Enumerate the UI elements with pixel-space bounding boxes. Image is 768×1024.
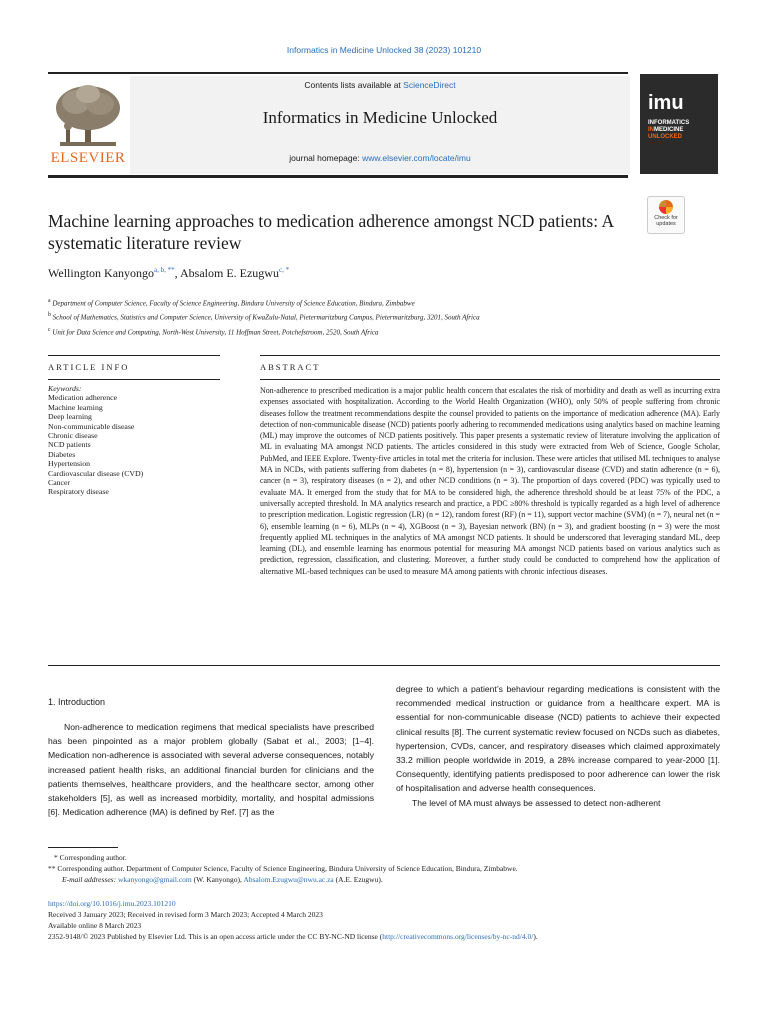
- email-owner-1: (W. Kanyongo),: [191, 875, 244, 884]
- footnote-2: ** Corresponding author. Department of Computer Science, Faculty of Science Engineering, Bindura University of Science Education, Bindura, Zimbabwe.: [48, 864, 518, 873]
- keyword: NCD patients: [48, 440, 91, 450]
- license-prefix: 2352-9148/© 2023 Published by Elsevier Ltd. This is an open access article under the CC BY-NC-ND license (: [48, 932, 383, 941]
- keyword: Hypertension: [48, 459, 91, 469]
- affiliation-c-sup: c: [48, 326, 51, 333]
- check-for-updates-label: Check for updates: [654, 215, 678, 227]
- affiliation-b-text: School of Mathematics, Statistics and Computer Science, University of KwaZulu-Natal, Pietermaritzburg Campus, Pietermaritzburg, 3201, South Africa: [52, 313, 480, 322]
- affiliation-c: [48, 324, 728, 338]
- intro-paragraph-1: Non-adherence to medication regimens that medical specialists have prescribed has been pinpointed as a major problem globally (Sabat et al., 2003; [1–4]. Medication non-adherence is associated with several adverse consequences, notably increased patient health risks, an additional financial burden for clinicians and the patients themselves, healthcare providers, and the healthcare sector, among other stakeholders [5], as well as increased morbidity, mortality, and hospital admissions [6]. Medication adherence (MA) is defined by Ref. [7] as the: [48, 722, 374, 818]
- author-2[interactable]: Absalom E. Ezugwu: [179, 266, 279, 280]
- homepage-prefix: journal homepage:: [289, 153, 363, 163]
- keyword: Machine learning: [48, 402, 103, 412]
- email-link-kanyongo[interactable]: wkanyongo@gmail.com: [117, 875, 192, 884]
- cover-logo: imu: [648, 92, 684, 114]
- keyword: Respiratory disease: [48, 487, 109, 497]
- abstract-top-rule: [260, 355, 720, 356]
- doi-link[interactable]: https://doi.org/10.1016/j.imu.2023.101210: [48, 899, 176, 908]
- affiliation-c-text: Unit for Data Science and Computing, North-West University, 11 Hoffman Street, Potchefstroom, 2520, South Africa: [52, 327, 379, 336]
- email-link-ezugwu[interactable]: Absalom.Ezugwu@nwu.ac.za: [243, 875, 334, 884]
- footnote-1: * Corresponding author.: [54, 853, 127, 862]
- author-separator: ,: [174, 266, 180, 280]
- abstract-heading: ABSTRACT: [260, 362, 321, 372]
- author-list: [48, 266, 289, 281]
- author-2-sup[interactable]: c, *: [278, 266, 290, 274]
- journal-title: Informatics in Medicine Unlocked: [262, 108, 498, 127]
- crossmark-icon: [659, 200, 673, 214]
- publication-info: [48, 898, 738, 942]
- intro-left-column: [48, 720, 374, 819]
- license-link[interactable]: http://creativecommons.org/licenses/by-nc-nd/4.0/: [382, 932, 534, 941]
- footnote-rule: [48, 847, 118, 848]
- affiliation-a-sup: a: [48, 298, 51, 304]
- affiliation-a-text: Department of Computer Science, Faculty of Science Engineering, Bindura University of Science Education, Bindura, Zimbabwe: [52, 299, 415, 308]
- article-title: Machine learning approaches to medication adherence amongst NCD patients: A systematic literature review: [48, 211, 614, 253]
- cover-line2-prefix: IN: [648, 127, 654, 133]
- info-mid-rule: [48, 379, 220, 380]
- keywords-label: Keywords:: [48, 384, 82, 393]
- keyword: Cancer: [48, 478, 71, 488]
- online-date: Available online 8 March 2023: [48, 921, 142, 930]
- author-1[interactable]: Wellington Kanyongo: [48, 266, 155, 280]
- license-suffix: ).: [533, 932, 538, 941]
- cover-title: [648, 120, 689, 141]
- author-1-sup[interactable]: a, b, **: [154, 266, 175, 274]
- abstract-text: Non-adherence to prescribed medication is a major public health concern that escalates the risk of morbidity and death as well as incurring extra expenses associated with hospitalization. According to the World Health Organization (WHO), only 50% of people suffering from chronic diseases follow the treatment recommendations despite the counsel provided to patients on the importance of medication adherence (MA). Early detection of non-communicable disease (NCD) patients poorly adhering to recommended medications using analytics based on machine learning (ML) may improve the outcomes of NCD patients positively. This paper presents a systematic review of literature involving the application of ML in evaluating MA amongst NCD patients. The articles considered in this study were extracted from Web of Science, Google Scholar, PubMed, and IEEE Explore. Twenty-five articles in total met the criteria for inclusion. These were articles that utilised ML techniques to analyse MA in NCDs, with patients suffering from diabetes (n = 8), hypertension (n = 3), cardiovascular disease (CVD) and statin adherence (n = 6), cancer (n = 3), respiratory diseases (n = 2), and other NCD conditions (n = 3). The proportion of days covered (PDC) was typically used to evaluate MA. It emerged from the study that for MA to be considered high, the adherence threshold should be at least 75% of the PDC, a universally accepted threshold. In MA analytics research and practice, a PDC ≥80% threshold is typically regarded as a high level of adherence to prescription medication. Logistic regression (LR) (n = 12), random forest (RF) (n = 11), support vector machine (SVM) (n = 7), neural net (n = 6), ensemble learning (n = 6), MLPs (n = 4), XGBoost (n = 3), Bayesian network (BN) (n = 3), and gradient boosting (n = 3) were the most frequently applied ML techniques in the analytics of MA amongst NCD patients. It should be underscored that leveraging standard ML, deep learning (DL), and ensemble learning has enormous potential for measuring MA amongst NCD patients based on various analytics such as prediction, regression, classification, and clustering. Moreover, a further study could be conducted to comprehend how the application of alternative ML-based techniques can be used to measure MA among patients with chronic infectious diseases.: [260, 386, 720, 576]
- info-top-rule: [48, 355, 220, 356]
- abstract-mid-rule: [260, 379, 720, 380]
- sciencedirect-link[interactable]: ScienceDirect: [403, 80, 456, 90]
- keywords-list: [48, 384, 220, 497]
- journal-citation[interactable]: Informatics in Medicine Unlocked 38 (2023) 101210: [286, 45, 482, 55]
- elsevier-tree-icon: [52, 80, 124, 150]
- intro-paragraph-3: The level of MA must always be assessed to detect non-adherent: [412, 797, 661, 808]
- email-label: E-mail addresses:: [62, 875, 117, 884]
- license-line: [48, 931, 738, 942]
- cover-line1: INFORMATICS: [648, 120, 690, 126]
- elsevier-wordmark: ELSEVIER: [50, 150, 126, 166]
- keyword: Chronic disease: [48, 431, 98, 441]
- section-heading-introduction: 1. Introduction: [48, 697, 106, 707]
- cover-line2: MEDICINE: [654, 127, 684, 133]
- keyword: Cardiovascular disease (CVD): [48, 468, 144, 478]
- affiliation-b-sup: b: [48, 312, 51, 319]
- received-dates: Received 3 January 2023; Received in revised form 3 March 2023; Accepted 4 March 2023: [48, 910, 323, 919]
- contents-line: [130, 80, 630, 90]
- cover-line3: UNLOCKED: [648, 134, 682, 140]
- homepage-link[interactable]: www.elsevier.com/locate/imu: [362, 153, 471, 163]
- check-for-updates-button[interactable]: [647, 196, 685, 234]
- contents-prefix: Contents lists available at: [304, 80, 404, 90]
- affiliation-a: [48, 295, 728, 309]
- keyword: Diabetes: [48, 449, 76, 459]
- journal-homepage: [130, 153, 630, 163]
- keyword: Deep learning: [48, 412, 92, 422]
- keyword: Medication adherence: [48, 393, 118, 403]
- abstract-bottom-rule: [48, 665, 720, 666]
- intro-paragraph-2: degree to which a patient’s behaviour regarding medications is consistent with the recommended medical instruction or guidance from a healthcare expert. MA is essential for non-communicable disease (NCD) patients to achieve their expected clinical results [8]. The current systematic review focused on NCDs such as diabetes, hypertension, CVDs, cancer, and respiratory diseases which claimed approximately 33.2 million people worldwide in 2019, a 28% increase compared to year-2000 [1]. Consequently, identifying patients predisposed to poor adherence can lower the risk of hospitalisation and adverse health consequences.: [396, 684, 720, 794]
- intro-right-column: [396, 682, 720, 810]
- journal-cover[interactable]: [640, 74, 718, 174]
- affiliations: [48, 295, 728, 338]
- header-bottom-rule: [48, 175, 628, 178]
- keyword: Non-communicable disease: [48, 421, 135, 431]
- header-top-rule: [48, 72, 628, 74]
- email-line: [48, 874, 738, 885]
- email-owner-2: (A.E. Ezugwu).: [333, 875, 383, 884]
- article-info-heading: ARTICLE INFO: [48, 362, 130, 372]
- footnotes: [48, 852, 738, 885]
- affiliation-b: [48, 309, 728, 323]
